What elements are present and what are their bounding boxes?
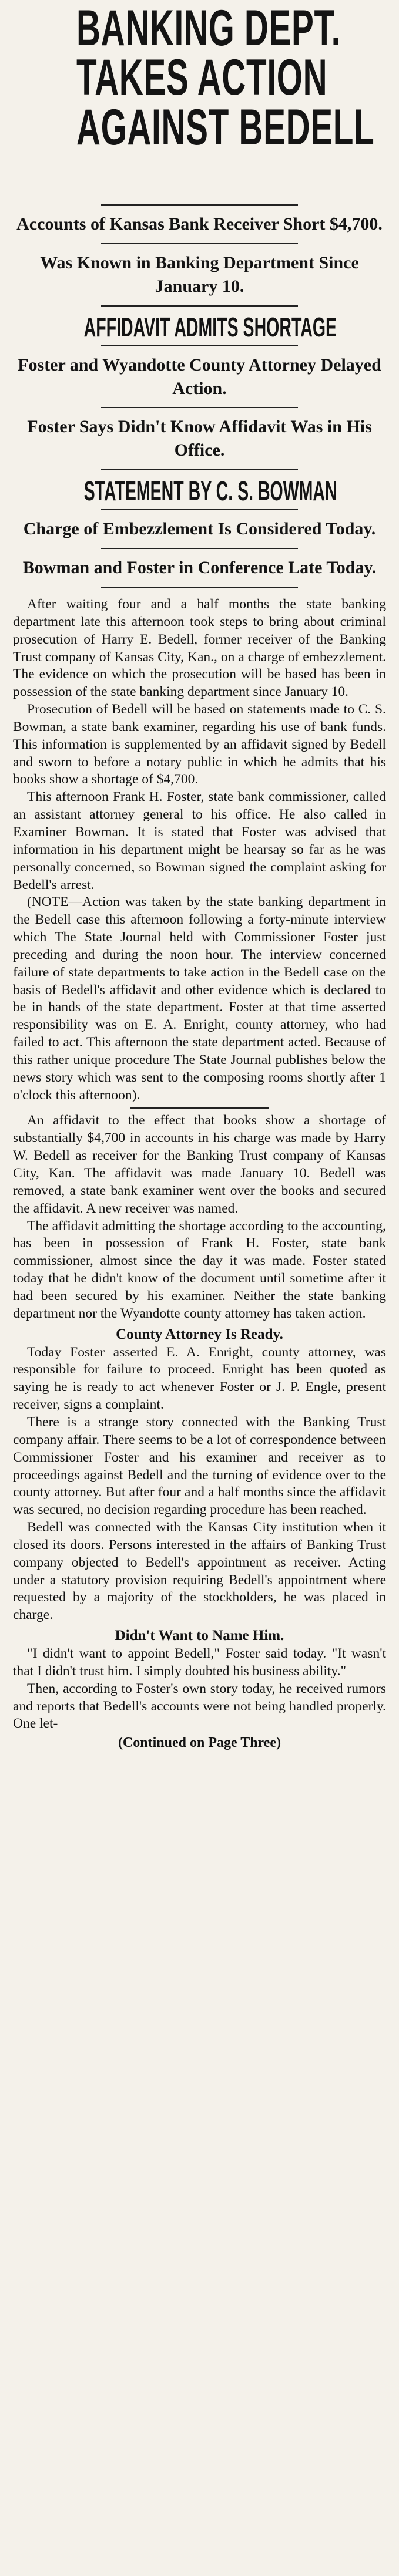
divider — [101, 407, 298, 408]
headline-line-1: BANKING DEPT. — [76, 0, 341, 56]
subhead-didnt-want: Didn't Want to Name Him. — [115, 1628, 284, 1644]
paragraph: After waiting four and a half months the state banking department late this afternoon took steps to bring about criminal prosecution of Harry E. Bedell, former receiver of the Banking Trust company of Kansas City, Kan., on a charge of embezzlement. The evidence on which the prosecution will be based has been in possession of the state banking department since January 10. — [13, 597, 386, 700]
paragraph: There is a strange story connected with the Banking Trust company affair. There seems to be a lot of correspondence between Commissioner Foster and his examiner and receiver as to proceedings against Bedell and the turning of evidence over to the county attorney. But after four and a half months since the affidavit was secured, no decision regarding procedure has been reached. — [13, 1414, 386, 1518]
article-body — [13, 596, 386, 1751]
divider — [130, 1107, 269, 1109]
paragraph: Prosecution of Bedell will be based on statements made to C. S. Bowman, a state bank examiner, regarding his use of bank funds. This information is supplemented by an affidavit signed by Bedell and sworn to before a notary public in which he admits that his books show a shortage of $4,700. — [13, 702, 386, 787]
divider — [101, 305, 298, 307]
main-headline — [13, 0, 386, 197]
headline-line-2: TAKES ACTION — [76, 49, 328, 106]
divider — [101, 587, 298, 588]
deck-1: Accounts of Kansas Bank Receiver Short $4,700. — [16, 214, 383, 234]
paragraph: An affidavit to the effect that books show a shortage of substantially $4,700 in accounts in his charge was made by Harry W. Bedell as receiver for the Banking Trust company of Kansas City, Kan. The affidavit was made January 10. Bedell was removed, a state bank examiner went over the books and secured the affidavit. A new receiver was named. — [13, 1113, 386, 1216]
headline-line-3: AGAINST BEDELL — [76, 99, 375, 156]
deck-2: Was Known in Banking Department Since January 10. — [40, 252, 359, 296]
deck-4: Foster and Wyandotte County Attorney Delayed Action. — [18, 355, 381, 398]
deck-8: Bowman and Foster in Conference Late Today. — [22, 558, 377, 578]
paragraph: Then, according to Foster's own story today, he received rumors and reports that Bedell's accounts were not being handled properly. One let- — [13, 1681, 386, 1732]
editor-note: (NOTE—Action was taken by the state banking department in the Bedell case this afternoon following a forty-minute interview which The State Journal held with Commissioner Foster just preceding and during the noon hour. The interview concerned failure of state departments to take action in the Bedell case on the basis of Bedell's affidavit and other evidence which is declared to be in hands of the state department. Foster at that time asserted responsibility was on E. A. Enright, county attorney, who had failed to act. This afternoon the state department acted. Because of this rather unique procedure The State Journal publishes below the news story which was sent to the composing rooms shortly after 1 o'clock this afternoon). — [13, 894, 386, 1103]
paragraph: "I didn't want to appoint Bedell," Foster said today. "It wasn't that I didn't trust him. I simply doubted his business ability." — [13, 1646, 386, 1679]
paragraph: The affidavit admitting the shortage according to the accounting, has been in possession of Frank H. Foster, state bank commissioner, almost since the day it was made. Foster stated today that he didn't know of the document until sometime after it had been secured by his examiner. Neither the state banking department nor the Wyandotte county attorney has taken action. — [13, 1218, 386, 1321]
divider — [101, 548, 298, 549]
divider — [101, 469, 298, 470]
deck-6: STATEMENT BY C. S. BOWMAN — [83, 476, 337, 507]
deck-5: Foster Says Didn't Know Affidavit Was in His Office. — [27, 417, 372, 460]
paragraph: Today Foster asserted E. A. Enright, county attorney, was responsible for failure to proceed. Enright has been quoted as saying he is ready to act whenever Foster or J. P. Engle, present receiver, signs a complaint. — [13, 1344, 386, 1413]
divider — [101, 204, 298, 206]
paragraph: This afternoon Frank H. Foster, state bank commissioner, called an assistant attorney general to his office. He also called in Examiner Bowman. It is stated that Foster was advised that information in his department might be hearsay so far as he was personally concerned, so Bowman signed the complaint asking for Bedell's arrest. — [13, 789, 386, 893]
paragraph: Bedell was connected with the Kansas City institution when it closed its doors. Persons interested in the affairs of Banking Trust company objected to Bedell's appointment as receiver. Acting under a statutory provision requiring Bedell's appointment where requested by a majority of the stockholders, he was placed in charge. — [13, 1520, 386, 1623]
divider — [101, 243, 298, 244]
divider — [101, 509, 298, 510]
subhead-county-attorney: County Attorney Is Ready. — [116, 1326, 283, 1342]
deck-3: AFFIDAVIT ADMITS SHORTAGE — [83, 311, 337, 342]
continued-notice: (Continued on Page Three) — [118, 1735, 281, 1751]
deck-7: Charge of Embezzlement Is Considered Today. — [23, 519, 376, 539]
divider — [101, 345, 298, 346]
